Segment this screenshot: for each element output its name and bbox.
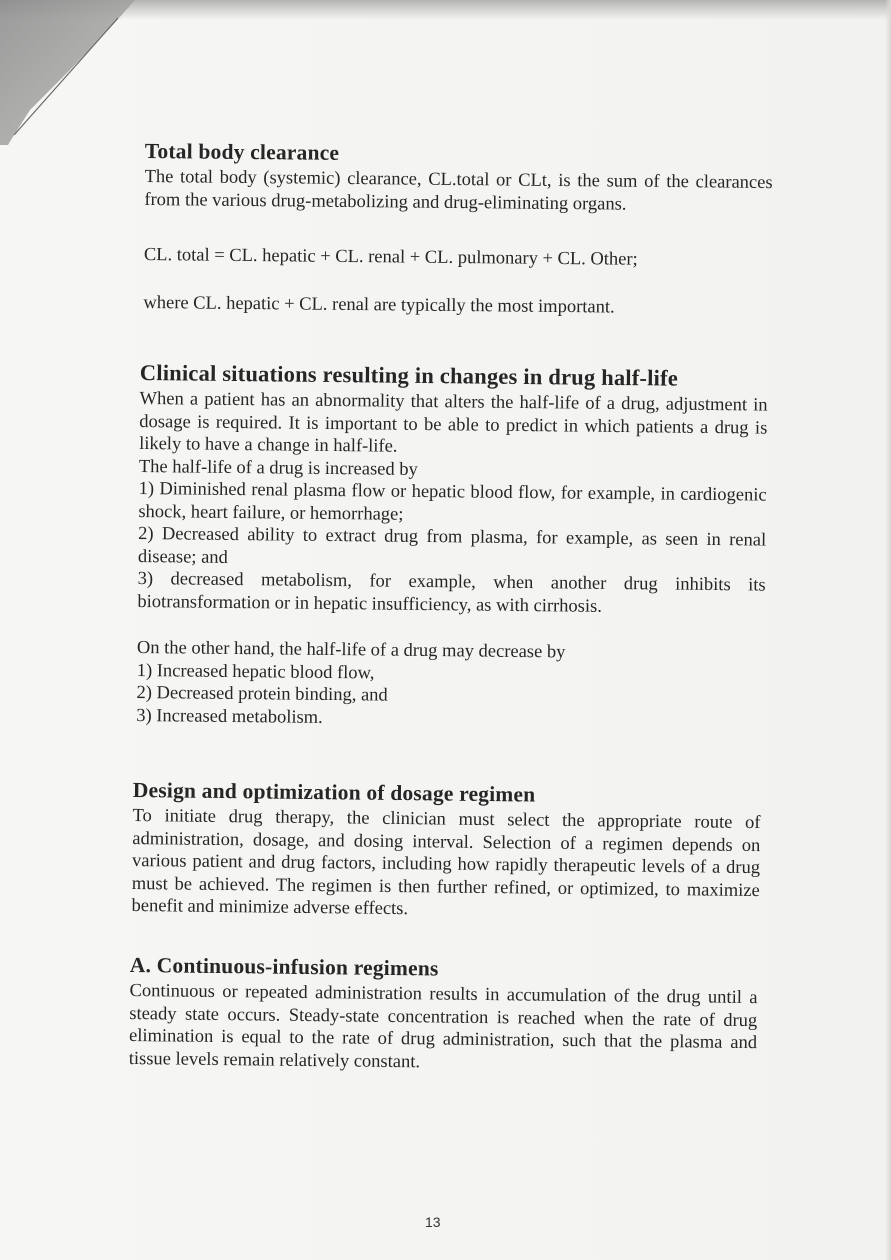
section-design [131, 777, 761, 925]
infusion-body: Continuous or repeated administration results in accumulation of the drug until a steady state occurs. Steady-state concentration is reached when the rate of drug elimination is equal to the rate of drug administration, such that the plasma and tissue levels remain relatively constant. [128, 980, 758, 1072]
clearance-equation: CL. total = CL. hepatic + CL. renal + CL. pulmonary + CL. Other; [143, 244, 638, 270]
half-life-decreased-item: 2) Decreased protein binding, and [136, 682, 388, 706]
section-clearance [143, 138, 773, 320]
clearance-note: where CL. hepatic + CL. renal are typically the most important. [143, 292, 615, 318]
half-life-increased-item: 2) Decreased ability to extract drug from plasma, for example, as seen in renal disease; and [137, 523, 767, 568]
section-infusion [129, 952, 758, 1077]
page-number: 13 [425, 1214, 441, 1230]
half-life-intro: When a patient has an abnormality that alters the half-life of a drug, adjustment in dosage is required. It is important to be able to predict in which patients a drug is likely to have a change in half-life. [139, 388, 768, 457]
heading-infusion: A. Continuous-infusion regimens [129, 952, 439, 981]
clearance-body: The total body (systemic) clearance, CL.total or CLt, is the sum of the clearances from the various drug-metabolizing and drug-eliminating organs. [144, 166, 773, 215]
half-life-increased-item: 3) decreased metabolism, for example, when another drug inhibits its biotransformation or in hepatic insufficiency, as with cirrhosis. [137, 568, 766, 617]
heading-design: Design and optimization of dosage regimen [132, 777, 536, 807]
heading-half-life: Clinical situations resulting in changes in drug half-life [139, 360, 679, 391]
half-life-decreased-item: 3) Increased metabolism. [136, 705, 323, 728]
half-life-decreased-title: On the other hand, the half-life of a drug may decrease by [136, 637, 566, 663]
half-life-increased-title: The half-life of a drug is increased by [138, 456, 418, 480]
half-life-decreased-item: 1) Increased hepatic blood flow, [136, 660, 375, 683]
design-body: To initiate drug therapy, the clinician must select the appropriate route of administration, dosage, and dosing interval. Selection of a regimen depends on various patient and drug factors, including how rapidly therapeutic levels of a drug must be achieved. The regimen is then further refined, or optimized, to maximize benefit and minimize adverse effects. [131, 805, 761, 920]
half-life-increased-item: 1) Diminished renal plasma flow or hepatic blood flow, for example, in cardiogenic shock, heart failure, or hemorrhage; [138, 478, 767, 525]
scan-shadow-right [885, 0, 891, 1260]
scan-folded-corner [0, 0, 135, 145]
section-half-life [136, 360, 768, 734]
heading-clearance: Total body clearance [144, 138, 340, 165]
